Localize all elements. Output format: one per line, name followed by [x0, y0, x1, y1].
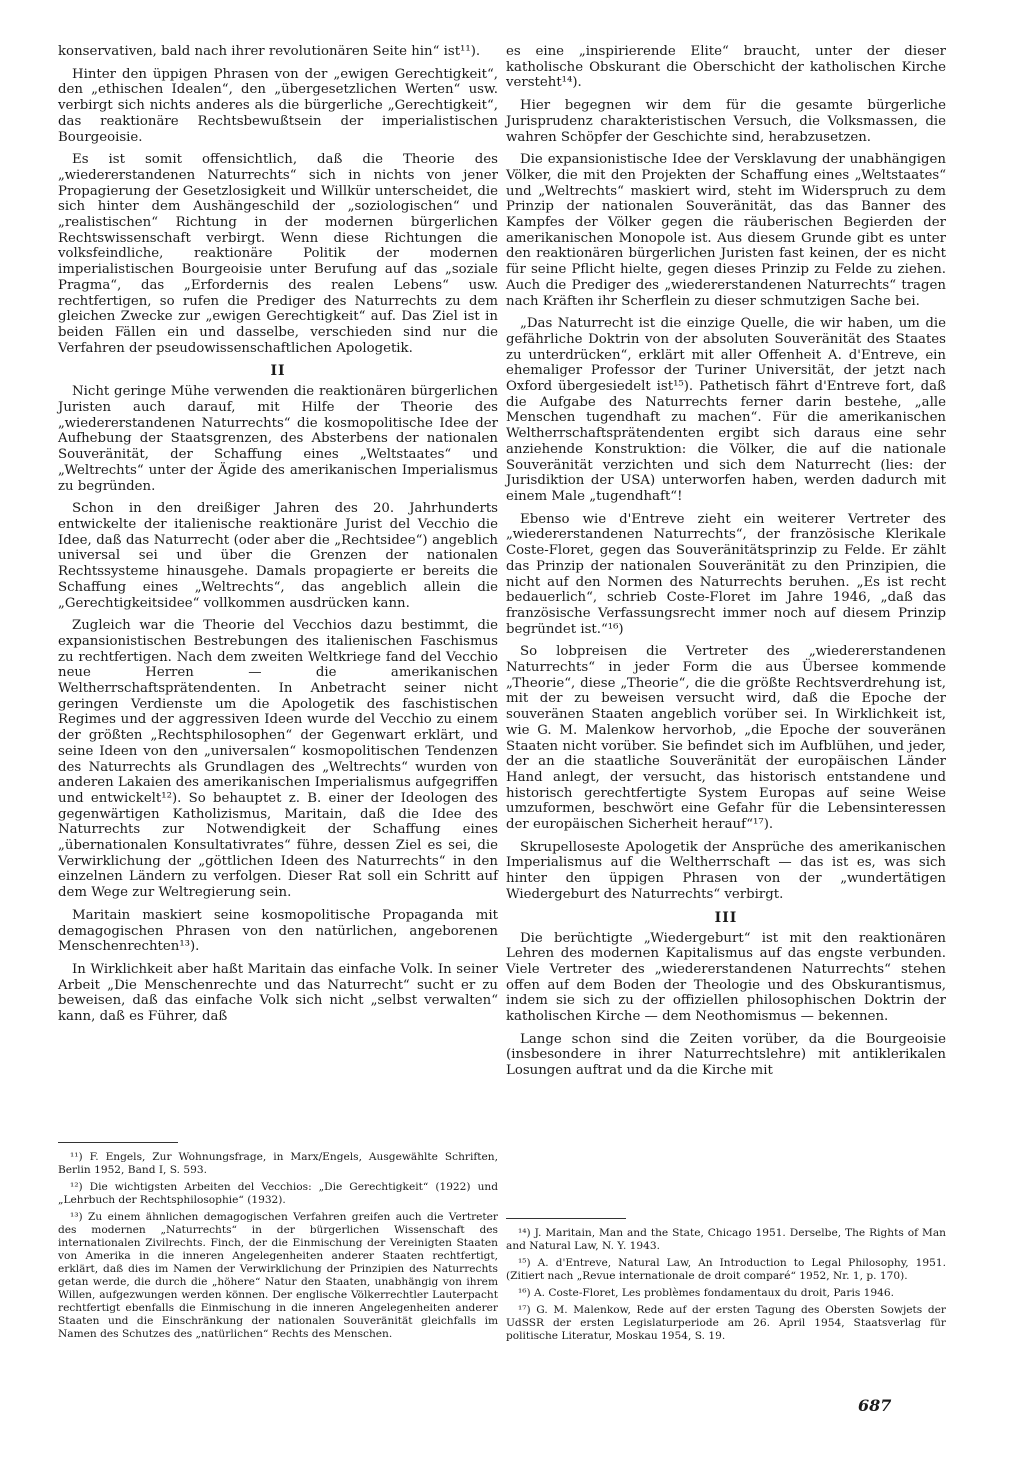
paragraph: Ebenso wie d'Entreve zieht ein weiterer Vertreter des „wiedererstandenen Naturrechts“, der französische Klerikale Coste-Floret, gegen das Souveränitätsprinzip zu Felde. Er zählt das Prinzip der nationalen Souveränität zu den Prinzipien, die nicht auf den Normen des Naturrechts beruhen. „Es ist recht bedauerlich“, schrieb Coste-Floret im Jahre 1946, „daß das französische Verfassungsrecht immer noch auf diesem Prinzip begründet ist.“¹⁶)	[506, 511, 946, 637]
footnote: ¹²) Die wichtigsten Arbeiten del Vecchios: „Die Gerechtigkeit“ (1922) und „Lehrbuch der Rechtsphilosophie“ (1932).	[58, 1181, 498, 1206]
paragraph: Die expansionistische Idee der Versklavung der unabhängigen Völker, die mit den Projekten der Schaffung eines „Weltstaates“ und „Weltrechts“ maskiert wird, steht im Widerspruch zu dem Prinzip der nationalen Souveränität, das das Banner des Kampfes der Völker gegen die räuberischen Begierden der amerikanischen Monopole ist. Aus diesem Grunde gibt es unter den reaktionären bürgerlichen Juristen fast keinen, der es nicht für seine Pflicht hielte, gegen dieses Prinzip zu Felde zu ziehen. Auch die Prediger des „wiedererstandenen Naturrechts“ tragen nach Kräften ihr Scherflein zu dieser schmutzigen Sache bei.	[506, 152, 946, 309]
paragraph: Maritain maskiert seine kosmopolitische Propaganda mit demagogischen Phrasen von den natürlichen, angeborenen Menschenrechten¹³).	[58, 907, 498, 955]
footnote: ¹³) Zu einem ähnlichen demagogischen Verfahren greifen auch die Vertreter des modernen „Naturrechts“ in der bürgerlichen Wissenschaft des internationalen Zivilrechts. Finch, der die Einmischung der Vereinigten Staaten von Amerika in die inneren Angelegenheiten anderer Staaten rechtfertigt, erklärt, daß dies im Namen der Verwirklichung der Prinzipien des Naturrechts getan werde, die durch die „höhere“ Natur den Staaten, unabhängig von ihrem Willen, aufgezwungen werden können. Der englische Völkerrechtler Lauterpacht rechtfertigt ebenfalls die Einmischung in die inneren Angelegenheiten anderer Staaten und die Einschränkung der nationalen Souveränität gleichfalls im Namen des Schutzes des „natürlichen“ Rechts des Menschen.	[58, 1211, 498, 1340]
paragraph: Zugleich war die Theorie del Vecchios dazu bestimmt, die expansionistischen Bestrebungen des italienischen Faschismus zu rechtfertigen. Nach dem zweiten Weltkriege fand del Vecchio neue Herren — die amerikanischen Weltherrschaftsprätendenten. In Anbetracht seiner nicht geringen Verdienste um die Apologetik des faschistischen Regimes und der aggressiven Ideen wurde del Vecchio zu einem der größten „Rechtsphilosophen“ der Gegenwart erklärt, und seine Ideen von den „universalen“ kosmopolitischen Tendenzen des Naturrechts als Grundlagen des „Weltrechts“ wurden von anderen Lakaien des amerikanischen Imperialismus aufgegriffen und entwickelt¹²). So behauptet z. B. einer der Ideologen des gegenwärtigen Katholizismus, Maritain, daß die Idee des Naturrechts zur Notwendigkeit der Schaffung eines „übernationalen Konsultativrates“ führe, dessen Ziel es sei, die Verwirklichung der „göttlichen Ideen des Naturrechts“ in den einzelnen Ländern zu verfolgen. Dieser Rat soll ein Schritt auf dem Wege zur Weltregierung sein.	[58, 618, 498, 901]
footnotes-right	[506, 1218, 946, 1347]
footnote-rule	[506, 1218, 626, 1219]
footnote: ¹⁵) A. d'Entreve, Natural Law, An Introduction to Legal Philosophy, 1951. (Zitiert nach „Revue internationale de droit comparé“ 1952, Nr. 1, p. 170).	[506, 1257, 946, 1282]
footnote: ¹¹) F. Engels, Zur Wohnungsfrage, in Marx/Engels, Ausgewählte Schriften, Berlin 1952, Band I, S. 593.	[58, 1151, 498, 1176]
page-number: 687	[858, 1396, 892, 1415]
footnote-rule	[58, 1142, 178, 1143]
paragraph: So lobpreisen die Vertreter des „wiedererstandenen Naturrechts“ in jeder Form die aus Übersee kommende „Theorie“, diese „Theorie“, die die größte Rechtsverdrehung ist, mit der zu beweisen versucht wird, daß die Epoche der souveränen Staaten angeblich vorüber sei. In Wirklichkeit ist, wie G. M. Malenkow hervorhob, „die Epoche der souveränen Staaten nicht vorüber. Sie befindet sich im Aufblühen, und jeder, der an die staatliche Souveränität der europäischen Länder Hand anlegt, der versucht, das historisch entstandene und historisch gerechtfertigte System Europas auf seine Weise umzuformen, beschwört eine Gefahr für die Lebensinteressen der europäischen Sicherheit herauf“¹⁷).	[506, 644, 946, 833]
footnote: ¹⁷) G. M. Malenkow, Rede auf der ersten Tagung des Obersten Sowjets der UdSSR der ersten Legislaturperiode am 26. April 1954, Staatsverlag für politische Literatur, Moskau 1954, S. 19.	[506, 1304, 946, 1342]
paragraph: „Das Naturrecht ist die einzige Quelle, die wir haben, um die gefährliche Doktrin von der absoluten Souveränität des Staates zu unterdrücken“, erklärt mit aller Offenheit A. d'Entreve, ein ehemaliger Professor der Turiner Universität, der jetzt nach Oxford übergesiedelt ist¹⁵). Pathetisch fährt d'Entreve fort, daß die Aufgabe des Naturrechts ferner darin bestehe, „alle Menschen tugendhaft zu machen“. Für die amerikanischen Weltherrschaftsprätendenten ergibt sich daraus eine sehr anziehende Konstruktion: die Völker, die auf die nationale Souveränität verzichten und sich dem Naturrecht (lies: der Jurisdiktion der USA) unterworfen haben, werden dadurch mit einem Male „tugendhaft“!	[506, 316, 946, 504]
footnote: ¹⁴) J. Maritain, Man and the State, Chicago 1951. Derselbe, The Rights of Man and Natural Law, N. Y. 1943.	[506, 1227, 946, 1252]
paragraph: Es ist somit offensichtlich, daß die Theorie des „wiedererstandenen Naturrechts“ sich in nichts von jener Propagierung der Gesetzlosigkeit und Willkür unterscheidet, die sich hinter dem Aushängeschild der „soziologischen“ und „realistischen“ Richtung in der modernen bürgerlichen Rechtswissenschaft verbirgt. Wenn diese Richtungen die volksfeindliche, reaktionäre Politik der modernen imperialistischen Bourgeoisie unter Berufung auf das „soziale Pragma“, das „Erfordernis des realen Lebens“ usw. rechtfertigen, so rufen die Prediger des Naturrechts zu dem gleichen Zwecke zur „ewigen Gerechtigkeit“ auf. Das Ziel ist in beiden Fällen ein und dasselbe, verschieden sind nur die Verfahren der pseudowissenschaftlichen Apologetik.	[58, 152, 498, 356]
paragraph: Schon in den dreißiger Jahren des 20. Jahrhunderts entwickelte der italienische reaktionäre Jurist del Vecchio die Idee, daß das Naturrecht (oder aber die „Rechtsidee“) angeblich universal sei und über die Grenzen der nationalen Rechtssysteme hinausgehe. Damals propagierte er bereits die Schaffung eines „Weltrechts“, das angeblich allein die „Gerechtigkeitsidee“ vollkommen ausdrücken kann.	[58, 501, 498, 611]
paragraph: Hier begegnen wir dem für die gesamte bürgerliche Jurisprudenz charakteristischen Versuch, die Volksmassen, die wahren Schöpfer der Geschichte sind, herabzusetzen.	[506, 98, 946, 145]
paragraph: konservativen, bald nach ihrer revolutionären Seite hin“ ist¹¹).	[58, 44, 481, 59]
paragraph: Lange schon sind die Zeiten vorüber, da die Bourgeoisie (insbesondere in ihrer Naturrechtslehre) mit antiklerikalen Losungen auftrat und da die Kirche mit	[506, 1031, 946, 1079]
paragraph: Hinter den üppigen Phrasen von der „ewigen Gerechtigkeit“, den „ethischen Idealen“, den „übergesetzlichen Werten“ usw. verbirgt sich nichts anderes als die bürgerliche „Gerechtigkeit“, das reaktionäre Rechtsbewußtsein der imperialistischen Bourgeoisie.	[58, 66, 498, 145]
left-column	[58, 44, 498, 1032]
paragraph: In Wirklichkeit aber haßt Maritain das einfache Volk. In seiner Arbeit „Die Menschenrechte und das Naturrecht“ sucht er zu beweisen, daß das einfache Volk sich nicht „selbst verwalten“ kann, daß es Führer, daß	[58, 961, 498, 1025]
footnote: ¹⁶) A. Coste-Floret, Les problèmes fondamentaux du droit, Paris 1946.	[518, 1287, 894, 1299]
paragraph: Nicht geringe Mühe verwenden die reaktionären bürgerlichen Juristen auch darauf, mit Hilfe der Theorie des „wiedererstandenen Naturrechts“ die kosmopolitische Idee der Aufhebung der Staatsgrenzen, des Absterbens der nationalen Souveränität, der Schaffung eines „Weltstaates“ und „Weltrechts“ unter der Ägide des amerikanischen Imperialismus zu begründen.	[58, 384, 498, 494]
paragraph: Die berüchtigte „Wiedergeburt“ ist mit den reaktionären Lehren des modernen Kapitalismus auf das engste verbunden. Viele Vertreter des „wiedererstandenen Naturrechts“ stehen offen auf dem Boden der Theologie und des Obskurantismus, indem sie sich zu der offiziellen philosophischen Doktrin der katholischen Kirche — dem Neothomismus — bekennen.	[506, 930, 946, 1025]
paragraph: es eine „inspirierende Elite“ braucht, unter der dieser katholische Obskurant die Oberschicht der katholischen Kirche versteht¹⁴).	[506, 44, 946, 91]
paragraph: Skrupelloseste Apologetik der Ansprüche des amerikanischen Imperialismus auf die Weltherrschaft — das ist es, was sich hinter den üppigen Phrasen von der „wundertätigen Wiedergeburt des Naturrechts“ verbirgt.	[506, 839, 946, 902]
section-heading: II	[270, 363, 286, 380]
right-column	[506, 44, 946, 1086]
section-heading: III	[714, 909, 738, 926]
footnotes-left	[58, 1142, 498, 1345]
